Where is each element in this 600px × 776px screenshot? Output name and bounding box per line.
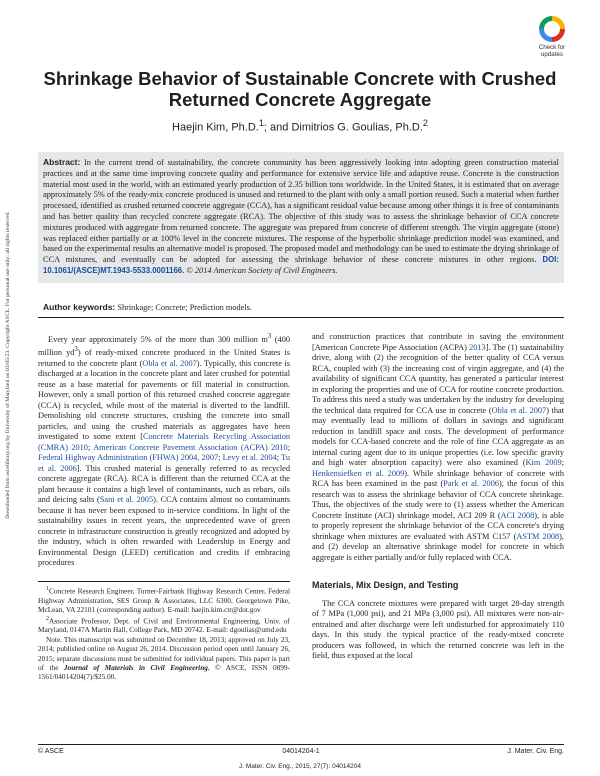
footnote-mark: 2 bbox=[46, 615, 50, 622]
paper-title: Shrinkage Behavior of Sustainable Concrete with Crushed Returned Concrete Aggregate bbox=[43, 68, 557, 110]
author-line bbox=[40, 118, 560, 134]
text-run: ; bbox=[218, 453, 223, 463]
body-paragraph: The CCA concrete mixtures were prepared with target 28-day strength of 7 MPa (1,000 psi), and 21 MPa (3,000 psi). All mixtures were non-air-entrained and after discharge were left undisturbed for approximately 110 days. In this study the typical practice of the ready-mixed concrete producers was followed, in which the returned concrete was left in the field, thus exposed at the local bbox=[312, 598, 564, 660]
reference-link[interactable]: Obla et al. 2007 bbox=[142, 358, 197, 368]
note-text: , © ASCE, ISSN 0899-1561/04014204(7)/$25.00. bbox=[38, 662, 290, 681]
reference-link[interactable]: Obla et al. 2007 bbox=[491, 405, 547, 415]
section-heading: Materials, Mix Design, and Testing bbox=[312, 580, 459, 590]
text-run: ]. The (1) sustainability drive, along with (2) the recognition of the better quality of CCA versus RCA, coupled with (3) the increasing cost of virgin aggregate, and (4) the availability of significant CCA quantity, has generated a particular interest in exploring the properties and use of CCA for routine concrete production. To address this need a study was undertaken by the industry for developing the technical data required for CCA use in concrete ( bbox=[312, 342, 565, 415]
text-run: ). Typically, this concrete is discharged at a location in the concrete plant and later crushed for potential reuse as a base material for pavements or fill material in construction. However, only a small portion of this returned crushed concrete aggregate (CCA) is recycled, while most of the material is diverted to the landfill. Demolishing old concrete structures, crushing the concrete into small particles, and using the crushed materials as aggregates have been investigated to some extent [ bbox=[38, 358, 290, 442]
body-paragraph bbox=[38, 332, 290, 569]
abstract-text: In the current trend of sustainability, the concrete community has been aggressively looking into adopting green construction material practices and at the same time improving concrete quality and performance for extensive service life and adaptive reuse. Concrete is the construction material most used in the world, with an estimated yearly production of 2.35 billion tons worldwide. In the United States, it is estimated that on average approximately 5% of the ready-mix concrete produced is unused and returned to the plant with only a small portion reused. Such a material when further processed, identified as crushed returned concrete aggregate (CCA), has a significant residual value because among other things it is free of contaminants and has better quality than recycled concrete aggregate (RCA). The objective of this study was to assess the shrinkage behavior of CCA concrete mixtures produced with aggregate from returned concrete. The aggregate was prepared from concrete of different strength. The virgin aggregate (stone) was replaced either partially or at 100% level in the concrete mixtures. The response of the hyperbolic shrinkage prediction model was examined, and based on the experimental results an alternative model is proposed. The proposed model and methodology can be used to estimate the drying shrinkage of CCA mixtures, and eventually can be adopted for assessing the shrinkage behavior of these concrete mixtures in other regions. bbox=[43, 158, 560, 265]
keywords-text: Shrinkage; Concrete; Prediction models. bbox=[117, 303, 252, 312]
superscript: 3 bbox=[74, 346, 78, 354]
doi-label: DOI: bbox=[542, 255, 559, 265]
text-run: ) that may eventually lead to millions of dollars in savings and significant reduction in landfill space and costs. The development of performance models for CCA-based concrete and the role of fine CCA aggregate as an internal curing agent due to its unique properties (i.e. low specific gravity and high water absorption capacity) were also examined ( bbox=[312, 405, 564, 467]
text-run: ). CCA contains almost no contaminants because it has never been exposed to in-service conditions. In light of the sustainability issues in recent years, the unprecedented wave of green concrete in infrastructure construction is greatly recognized and adopted by the industry, which is often rewarded with Leadership in Energy and Environmental Design (LEED) certification and credits if embracing procedures bbox=[38, 495, 291, 568]
reference-link[interactable]: American Concrete Pavement Association (ACPA) 2010 bbox=[93, 442, 288, 452]
footnote-mark: 1 bbox=[46, 586, 50, 592]
text-run: ; bbox=[287, 442, 291, 452]
author-2: Dimitrios G. Goulias, Ph.D. bbox=[291, 121, 423, 134]
text-run: and construction practices that contribute in saving the environment [American Concrete Pipe Association (ACPA) bbox=[312, 332, 564, 352]
footer-publisher: © ASCE bbox=[38, 748, 64, 755]
reference-link[interactable]: Sani et al. 2005 bbox=[99, 495, 154, 505]
author-1-affiliation-mark: 1 bbox=[258, 118, 264, 128]
body-paragraph bbox=[312, 332, 564, 563]
reference-link[interactable]: ACI 2008 bbox=[500, 510, 535, 520]
reference-link[interactable]: Kim 2009 bbox=[525, 458, 562, 467]
footnote-1 bbox=[38, 585, 290, 614]
text-run: (400 million yd bbox=[38, 334, 290, 358]
author-2-affiliation-mark: 2 bbox=[422, 118, 428, 128]
citation-line: J. Mater. Civ. Eng., 2015, 27(7): 04014204 bbox=[238, 763, 361, 770]
author-1: Haejin Kim, Ph.D. bbox=[172, 121, 259, 134]
text-run: ; bbox=[561, 458, 564, 467]
copyright-notice: © 2014 American Society of Civil Engineers. bbox=[186, 265, 338, 275]
reference-link[interactable]: 2013 bbox=[469, 342, 486, 352]
footer-page-id: 04014204-1 bbox=[282, 748, 320, 755]
text-run: ). While shrinkage behavior of concrete with RCA has been examined in the past ( bbox=[312, 468, 564, 488]
check-for-updates-badge[interactable] bbox=[532, 16, 572, 60]
reference-link[interactable]: Park et al. 2006 bbox=[443, 479, 500, 488]
text-run: ) of ready-mixed concrete produced in the United States is returned to the concrete plant ( bbox=[38, 348, 290, 368]
reference-link[interactable]: Levy et al. 2004 bbox=[222, 453, 277, 463]
keywords bbox=[38, 302, 564, 318]
download-notice bbox=[2, 110, 14, 620]
footer-journal: J. Mater. Civ. Eng. bbox=[507, 748, 564, 755]
footnote-2 bbox=[38, 615, 290, 635]
text-run: ), is able to properly represent the shrinkage behavior of the CCA concrete's drying shrinkage when mixtures are evaluated with ASTM C157 ( bbox=[312, 510, 564, 541]
doi-link[interactable]: 10.1061/(ASCE)MT.1943-5533.0001166. bbox=[43, 265, 185, 275]
text-run: ; bbox=[276, 453, 282, 463]
superscript: 3 bbox=[267, 333, 272, 340]
keywords-label: Author keywords: bbox=[43, 302, 116, 312]
download-notice-text: Downloaded from ascelibrary.org by University of Maryland on 03/05/23. Copyright ASCE. For personal use only; all rights reserved. bbox=[5, 211, 11, 519]
abstract-box bbox=[38, 152, 564, 283]
check-for-updates-icon bbox=[539, 16, 565, 42]
page-footer bbox=[38, 744, 564, 755]
footnotes bbox=[38, 581, 290, 682]
abstract-label: Abstract: bbox=[43, 157, 81, 167]
badge-line-2: updates bbox=[540, 51, 564, 58]
reference-link[interactable]: Tu et al. 2006 bbox=[38, 453, 291, 473]
left-column bbox=[38, 332, 290, 569]
text-run: ]. This crushed material is generally referred to as recycled concrete aggregate (RCA). RCA is different than the returned CCA at the plant because it contains a high level of contaminants, such as rebars, oils and deicing salts ( bbox=[38, 463, 290, 505]
reference-link[interactable]: ASTM 2008 bbox=[516, 531, 560, 541]
reference-link[interactable]: Henkensiefken et al. 2009 bbox=[312, 468, 405, 478]
text-run: ; bbox=[87, 442, 94, 452]
text-run: ), the focus of this research was to assess the shrinkage behavior of CCA concrete shrinkage. Thus, the objectives of the study were to (1) assess whether the American Concrete Institute (ACI) shrinkage model, ACI 209 R ( bbox=[312, 479, 565, 520]
footnote-text: Concrete Research Engineer, Turner-Fairbank Highway Research Center, Federal Highway Administration, SES Group & Associates, LLC 6300, Georgetown Pike, McLean, VA 22101 (corresponding author). E-mail: haejin.kim.ctr@dot.gov bbox=[38, 586, 290, 614]
text-run: Every year approximately 5% of the more than 300 million m bbox=[48, 334, 268, 344]
submission-note bbox=[38, 635, 290, 680]
note-text: Note. This manuscript was submitted on December 18, 2013; approved on July 23, 2014; published online on August 26, 2014. Discussion period open until January 26, 2015; separate discussions must be submitted for individual papers. This paper is part of the bbox=[38, 635, 290, 672]
badge-line-1: Check for bbox=[538, 44, 566, 51]
reference-link[interactable]: Federal Highway Administration (FHWA) 2004, 2007 bbox=[38, 453, 219, 463]
footnote-text: Associate Professor, Dept. of Civil and Environmental Engineering, Univ. of Maryland, 0147A Martin Hall, College Park, MD 20742. E-mail: dgoulias@umd.edu bbox=[38, 616, 290, 635]
text-run: ), and (2) develop an alternative shrinkage model for concrete in which aggregate is either partially and/or fully replaced with CCA. bbox=[312, 531, 564, 562]
author-separator: ; and bbox=[263, 121, 292, 134]
right-column bbox=[312, 332, 564, 662]
journal-name: Journal of Materials in Civil Engineering bbox=[63, 662, 208, 672]
reference-link[interactable]: Concrete Materials Recycling Association (CMRA) 2010 bbox=[38, 432, 291, 452]
